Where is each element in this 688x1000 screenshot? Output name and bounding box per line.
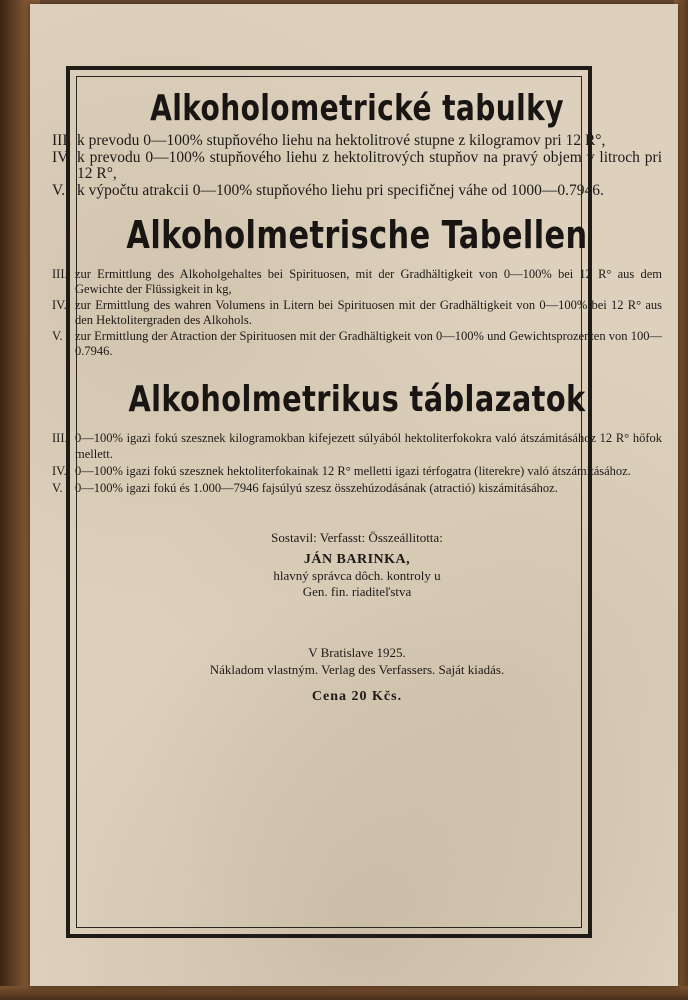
item-number: IV. xyxy=(52,298,67,312)
item-number: IV. xyxy=(52,149,71,166)
section-hungarian xyxy=(52,379,662,496)
publication-place-year: V Bratislave 1925. xyxy=(308,645,406,660)
list-item xyxy=(52,133,662,149)
publisher-block xyxy=(52,644,662,705)
list-slovak xyxy=(52,133,662,199)
list-item xyxy=(52,150,662,182)
wood-background-bottom xyxy=(0,986,688,1000)
item-text: k prevodu 0—100% stupňového liehu na hektolitrové stupne z kilogramov pri 12 R°, xyxy=(77,132,606,149)
title-hungarian: Alkoholmetrikus táblazatok xyxy=(128,379,586,420)
item-number: V. xyxy=(52,182,66,199)
item-number: V. xyxy=(52,481,63,495)
author-label: Sostavil: Verfasst: Összeállitotta: xyxy=(271,530,443,545)
title-german: Alkoholmetrische Tabellen xyxy=(126,213,588,257)
item-number: IV. xyxy=(52,464,67,478)
price-label: Cena 20 Kčs. xyxy=(311,689,403,704)
list-hungarian xyxy=(52,430,662,496)
item-number: III. xyxy=(52,267,68,281)
list-item xyxy=(52,183,662,199)
list-item xyxy=(52,480,662,496)
item-number: V. xyxy=(52,329,63,343)
item-text: k prevodu 0—100% stupňového liehu z hektolitrových stupňov na pravý objem v litroch pri 12 R°, xyxy=(77,149,662,182)
item-number: III. xyxy=(52,431,68,445)
page-content xyxy=(52,88,662,705)
item-text: 0—100% igazi fokú és 1.000—7946 fajsúlyú szesz összehúzodásának (atractió) kiszámitásához. xyxy=(75,481,558,495)
section-slovak xyxy=(52,88,662,199)
title-slovak: Alkoholometrické tabulky xyxy=(150,88,564,129)
item-text: zur Ermittlung der Atraction der Spirituosen mit der Gradhältigkeit von 0—100% und Gewichtsprozenten von 100—0.7946. xyxy=(75,329,662,358)
author-name: JÁN BARINKA, xyxy=(303,552,411,567)
list-item xyxy=(52,267,662,297)
author-block xyxy=(52,530,662,600)
item-text: 0—100% igazi fokú szesznek hektoliterfokainak 12 R° melletti igazi térfogatra (literekre) való átszámitásához. xyxy=(75,464,631,478)
list-item xyxy=(52,298,662,328)
item-text: zur Ermittlung des Alkoholgehaltes bei Spirituosen, mit der Gradhältigkeit von 0—100% bei 12 R° aus dem Gewichte der Flüssigkeit in kg, xyxy=(75,267,662,296)
list-german xyxy=(52,267,662,359)
publisher-imprint: Nákladom vlastným. Verlag des Verfassers. Saját kiadás. xyxy=(209,662,505,677)
list-item xyxy=(52,329,662,359)
section-german xyxy=(52,213,662,359)
document-page xyxy=(30,4,678,986)
author-role-line2: Gen. fin. riaditeľstva xyxy=(302,584,412,599)
item-text: 0—100% igazi fokú szesznek kilogramokban kifejezett súlyából hektoliterfokokra való átszámitásához 12 R° hőfok mellett. xyxy=(75,431,662,461)
item-number: III. xyxy=(52,132,72,149)
author-role-line1: hlavný správca dôch. kontroly u xyxy=(273,568,441,583)
item-text: zur Ermittlung des wahren Volumens in Litern bei Spirituosen mit der Gradhältigkeit von 0—100% bei 12 R° aus den Hektolitergraden des Alkohols. xyxy=(75,298,662,327)
list-item xyxy=(52,430,662,462)
list-item xyxy=(52,463,662,479)
item-text: k výpočtu atrakcii 0—100% stupňového liehu pri specifičnej váhe od 1000—0.7946. xyxy=(77,182,604,199)
